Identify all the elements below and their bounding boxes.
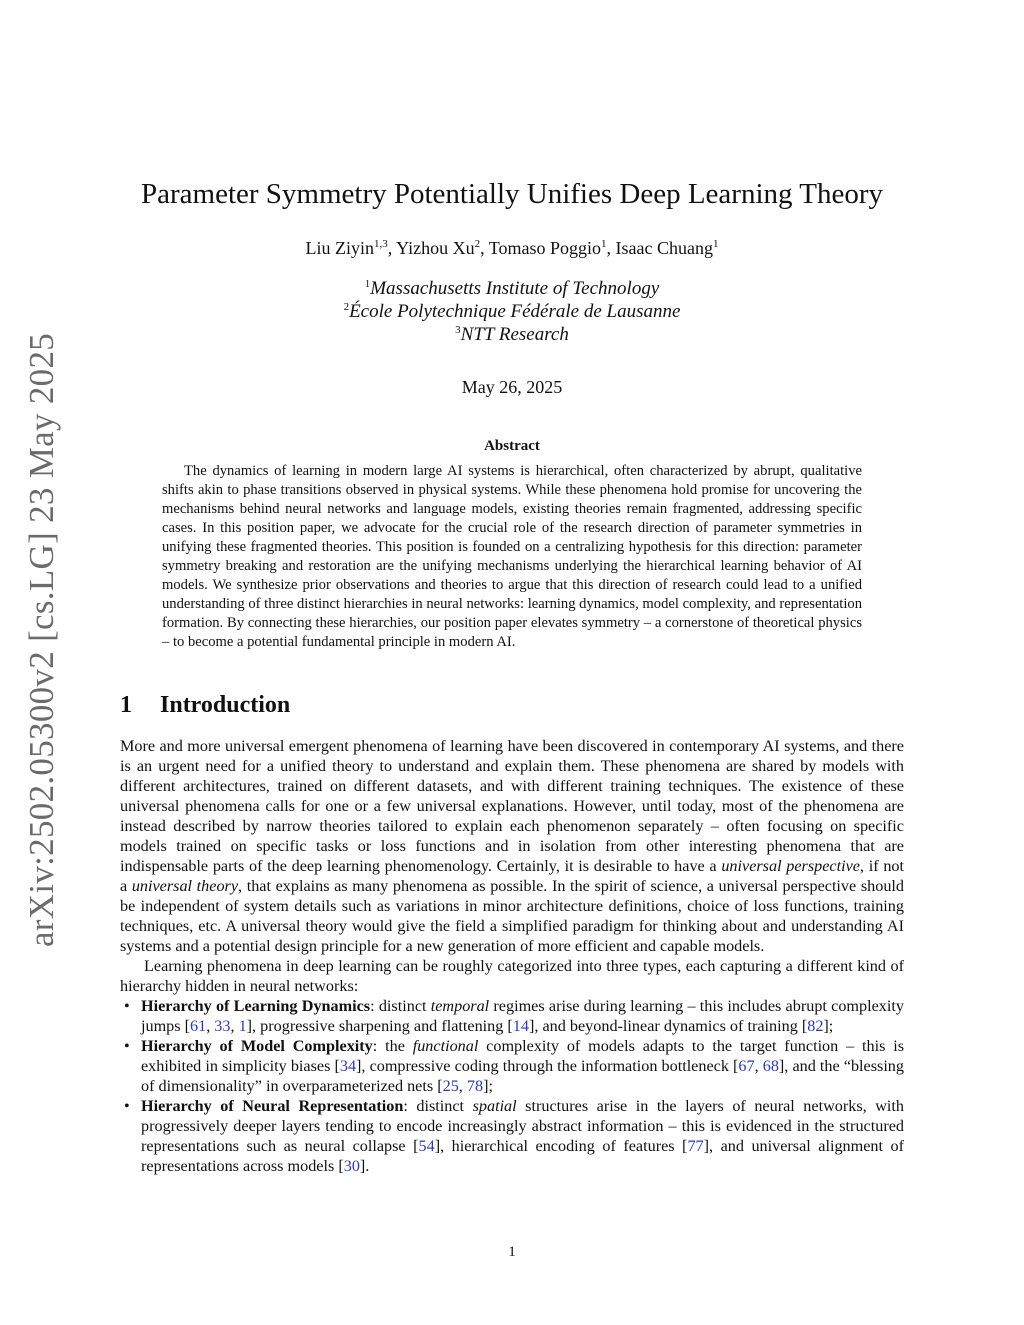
introduction-body (120, 736, 904, 1176)
emphasis-text: functional (412, 1037, 479, 1055)
bullet-icon: • (124, 997, 130, 1015)
bold-term: Hierarchy of Learning Dynamics (141, 997, 371, 1015)
abstract-heading: Abstract (484, 438, 540, 454)
section-title: Introduction (160, 692, 291, 718)
list-item-model-complexity: • Hierarchy of Model Complexity: the functional complexity of models adapts to the target function – this is exhibited in simplicity biases [34], compressive coding through the information bottleneck [67, 68], and the “blessing of dimensionality” in overparameterized nets [25, 78]; (124, 1037, 904, 1095)
hierarchy-list (120, 996, 904, 1176)
citation-link[interactable]: 67 (738, 1057, 755, 1075)
intro-paragraph-1: More and more universal emergent phenomena of learning have been discovered in contemporary AI systems, and there is an urgent need for a unified theory to understand and explain them. These phenomena are shared by models with different architectures, trained on different datasets, and with different training techniques. The existence of these universal phenomena calls for one or a few universal explanations. However, until today, most of the phenomena are instead described by narrow theories tailored to explain each phenomenon separately – often focusing on specific models trained on specific tasks or loss functions and in isolation from other interesting phenomena that are indispensable parts of the deep learning phenomenology. Certainly, it is desirable to have a universal perspective, if not a universal theory, that explains as many phenomena as possible. In the spirit of science, a universal perspective should be independent of system details such as variations in minor architecture definitions, choice of loss functions, training techniques, etc. A universal theory would give the field a simplified paradigm for thinking about and understanding AI systems and a potential design principle for a new generation of more efficient and capable models. (120, 737, 905, 955)
emphasis-text: universal theory (131, 877, 239, 895)
author-list (120, 238, 904, 259)
section-number: 1 (120, 692, 132, 718)
author: Yizhou Xu$^2$, (396, 238, 489, 258)
abstract-text: The dynamics of learning in modern large AI systems is hierarchical, often characterized by abrupt, qualitative shifts akin to phase transitions observed in physical systems. While these phenomena hold promise for uncovering the mechanisms behind neural networks and language models, existing theories remain fragmented, addressing specific cases. In this position paper, we advocate for the crucial role of the research direction of parameter symmetries in unifying these fragmented theories. This position is founded on a centralizing hypothesis for this direction: parameter symmetry breaking and restoration are the unifying mechanisms underlying the hierarchical learning behavior of AI models. We synthesize prior observations and theories to argue that this direction of research could lead to a unified understanding of three distinct hierarchies in neural networks: learning dynamics, model complexity, and representation formation. By connecting these hierarchies, our position paper elevates symmetry – a cornerstone of theoretical physics – to become a potential fundamental principle in modern AI. (162, 463, 862, 650)
citation-link[interactable]: 78 (466, 1077, 484, 1095)
citation-link[interactable]: 14 (512, 1017, 529, 1035)
author: Tomaso Poggio$^1$, (488, 238, 616, 258)
bullet-icon: • (124, 1097, 130, 1115)
citation-link[interactable]: 1 (238, 1017, 247, 1035)
affiliation-2: $^2$École Polytechnique Fédérale de Lausanne (343, 301, 681, 322)
citation-link[interactable]: 33 (214, 1017, 231, 1035)
section-heading (120, 692, 290, 719)
citation-link[interactable]: 54 (418, 1137, 435, 1155)
bullet-icon: • (124, 1037, 130, 1055)
page-number: 1 (508, 1244, 516, 1260)
citation-link[interactable]: 82 (807, 1017, 824, 1035)
affiliation-1: $^1$Massachusetts Institute of Technology (364, 278, 660, 299)
bold-term: Hierarchy of Neural Representation (141, 1097, 404, 1115)
paper-date: May 26, 2025 (461, 377, 563, 397)
arxiv-identifier: arXiv:2502.05300v2 [cs.LG] 23 May 2025 (22, 332, 61, 948)
citation-link[interactable]: 61 (190, 1017, 207, 1035)
citation-link[interactable]: 34 (339, 1057, 357, 1075)
citation-link[interactable]: 68 (762, 1057, 779, 1075)
citation-link[interactable]: 30 (343, 1157, 360, 1175)
emphasis-text: spatial (472, 1097, 517, 1115)
citation-link[interactable]: 77 (687, 1137, 704, 1155)
bold-term: Hierarchy of Model Complexity (141, 1037, 373, 1055)
list-item-learning-dynamics: • Hierarchy of Learning Dynamics: distinct temporal regimes arise during learning – this includes abrupt complexity jumps [61, 33, 1], progressive sharpening and flattening [14], and beyond-linear dynamics of training [82]; (124, 997, 904, 1035)
emphasis-text: universal perspective (721, 857, 860, 875)
author: Liu Ziyin$^{1,3}$, (305, 238, 397, 258)
author: Isaac Chuang$^1$ (615, 238, 719, 258)
emphasis-text: temporal (430, 997, 490, 1015)
citation-link[interactable]: 25 (442, 1077, 459, 1095)
list-item-neural-representation: • Hierarchy of Neural Representation: distinct spatial structures arise in the layers of neural networks, with progressively deeper layers tending to encode increasingly abstract information – this is evidenced in the structured representations such as neural collapse [54], hierarchical encoding of features [77], and universal alignment of representations across models [30]. (124, 1097, 904, 1175)
paper-title: Parameter Symmetry Potentially Unifies Deep Learning Theory (141, 178, 883, 210)
affiliation-3: $^3$NTT Research (455, 324, 569, 345)
intro-paragraph-2: Learning phenomena in deep learning can be roughly categorized into three types, each capturing a different kind of hierarchy hidden in neural networks: (120, 957, 904, 995)
